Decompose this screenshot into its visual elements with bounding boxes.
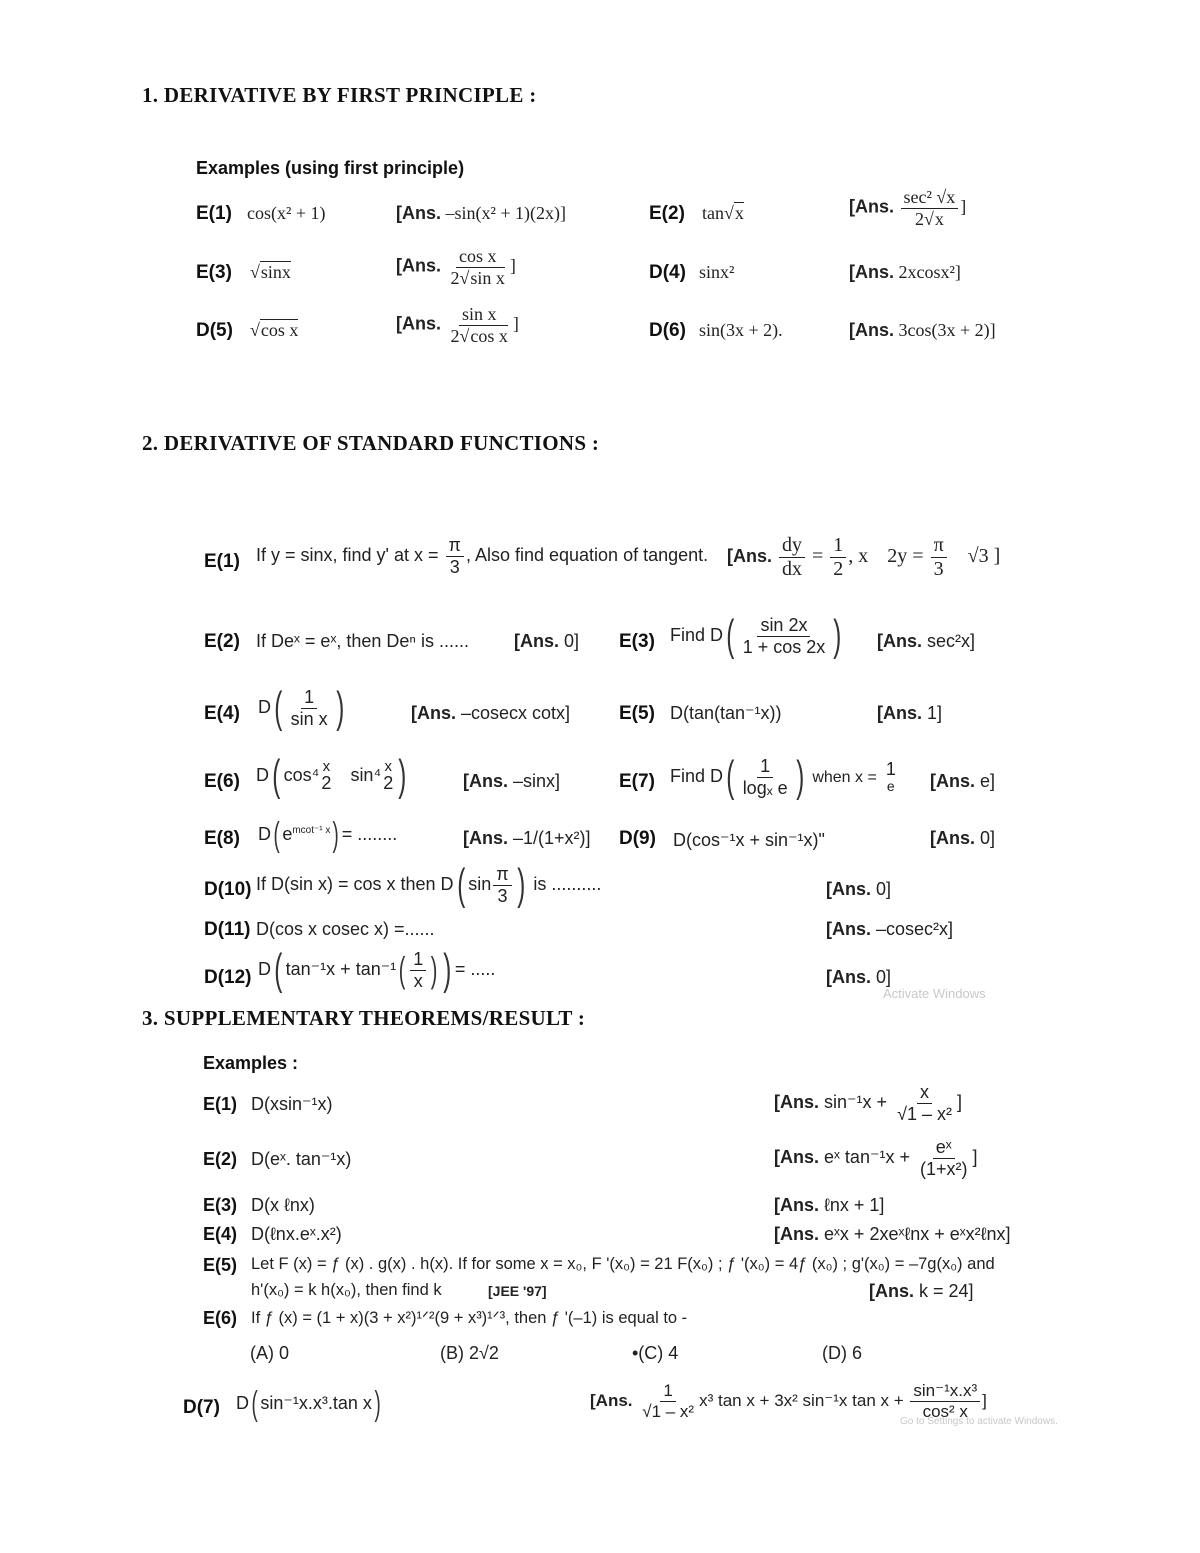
activate-windows-watermark: Activate Windows: [883, 986, 986, 1001]
s1-e1-answer: [396, 203, 566, 224]
ans-prefix: [Ans.: [869, 1281, 914, 1301]
ans-text: 0]: [564, 631, 580, 651]
s3-e5-answer: [869, 1281, 974, 1302]
s2-e5-question: D(tan(tan⁻¹x)): [670, 703, 782, 723]
s1-d6-question: sin(3x + 2).: [699, 320, 783, 340]
fraction: $\frac{\sin 2x}{1 + \cos 2x}$: [742, 614, 826, 657]
s1-e1-label: E(1): [196, 203, 232, 224]
ans-text: 2xcosx²]: [898, 262, 961, 282]
close: ]: [960, 196, 967, 217]
s1-d5-question: √cos x: [250, 320, 299, 340]
numerator: sin x: [459, 305, 500, 326]
s2-e1-answer: [727, 535, 1000, 580]
ans-prefix: [Ans.: [514, 631, 559, 651]
ans-text: 0]: [876, 879, 892, 899]
ans-fraction: [448, 305, 511, 346]
s2-d11-answer: [826, 919, 953, 940]
ans-lhs: 2y =: [887, 545, 924, 568]
s3-e5-line2: h'(x₀) = k h(x₀), then find k: [251, 1281, 442, 1299]
s1-e1-question: cos(x² + 1): [247, 203, 326, 223]
s3-d7-label: D(7): [183, 1397, 220, 1418]
s2-e6-question: D( cos⁴ x 2 sin⁴ x 2 ): [256, 751, 407, 800]
ans-prefix: [Ans.: [590, 1390, 633, 1410]
s2-e6-answer: [463, 771, 560, 792]
s3-e4-question: D(ℓnx.eˣ.x²): [251, 1224, 342, 1244]
ans-text: 3cos(3x + 2)]: [898, 320, 996, 340]
s2-e8-answer: [463, 828, 591, 849]
option-c: •(C) 4: [632, 1343, 679, 1363]
sin: sin: [468, 873, 492, 894]
close: ]: [512, 313, 519, 334]
s2-e4-answer: [411, 703, 570, 724]
s3-e1-label: E(1): [203, 1094, 238, 1114]
examples-title-3: Examples :: [203, 1053, 299, 1073]
s1-e3-label: E(3): [196, 262, 232, 283]
radicand: sinx: [260, 262, 291, 282]
fraction: $\frac{1}{\text{sin x}}$: [290, 686, 328, 729]
x-over-2-b: x 2: [383, 757, 394, 794]
expr: sin⁻¹x.x³.tan x: [260, 1392, 372, 1413]
d-op: D: [258, 823, 271, 844]
s3-d7-answer: [590, 1382, 987, 1421]
s3-e4-answer: [774, 1224, 1010, 1245]
one-half: $\frac{1}{2}$: [830, 535, 846, 580]
ans-prefix: [Ans.: [826, 879, 871, 899]
s3-e2-label: E(2): [203, 1149, 238, 1169]
ans-prefix: [Ans.: [774, 1092, 819, 1113]
s3-e1-answer: [774, 1083, 962, 1124]
fraction: $\frac{x}{\text{√1 – x²}}$: [897, 1082, 952, 1124]
s3-e4-label: E(4): [203, 1224, 238, 1244]
s2-d9-answer: [930, 828, 995, 849]
s3-e6-label: E(6): [203, 1308, 238, 1328]
x-over-2-a: x 2: [321, 757, 332, 794]
radicand: cos x: [260, 320, 299, 340]
s2-e1-question: [256, 536, 708, 577]
ans-prefix: [Ans.: [849, 196, 894, 217]
tail: = ........: [341, 823, 398, 844]
d-op: D: [710, 765, 724, 786]
ans-text: –cosecx cotx]: [461, 703, 571, 723]
s1-e2-answer: [849, 188, 966, 229]
s2-d12-answer: [826, 967, 891, 988]
s2-e3-question: Find D( $\frac{\sin 2x}{1 + \cos 2x}$ ): [670, 611, 842, 660]
s2-e7-question: Find D( $\frac{1}{\text{logₓ e}}$ ) when x = 1 e: [670, 752, 896, 801]
s2-e4-question: D( $\frac{1}{\text{sin x}}$ ): [258, 683, 345, 732]
s3-e3-question: D(x ℓnx): [251, 1195, 315, 1215]
one-over-x: $\frac{1}{x}$: [410, 950, 426, 991]
ans-text: sec²x]: [927, 631, 976, 651]
ans-tail: √3 ]: [967, 545, 1001, 568]
close: ]: [509, 255, 516, 276]
ans-prefix: [Ans.: [774, 1224, 819, 1244]
ans-text: –sinx]: [513, 771, 561, 791]
option-d: (D) 6: [822, 1343, 862, 1363]
ans-tail: x³ tan x + 3x² sin⁻¹x tan x +: [699, 1390, 904, 1410]
s3-e2-answer: [774, 1138, 978, 1179]
ans-prefix: [Ans.: [411, 703, 456, 723]
d-op: D: [256, 764, 269, 785]
pi-over-3-ans: $\frac{\pi}{3}$: [931, 535, 947, 580]
examples-title-1: Examples (using first principle): [196, 158, 465, 178]
section-1-heading: 1. DERIVATIVE BY FIRST PRINCIPLE :: [142, 83, 537, 107]
s2-e3-answer: [877, 631, 975, 652]
s2-e7-answer: [930, 771, 995, 792]
s3-e1-question: D(xsin⁻¹x): [251, 1094, 333, 1114]
s3-e2-question: D(eˣ. tan⁻¹x): [251, 1149, 352, 1169]
ans-text: –cosec²x]: [876, 919, 954, 939]
ans-prefix: [Ans.: [727, 546, 772, 567]
s3-e3-label: E(3): [203, 1195, 238, 1215]
s1-e2-question: tan√x: [702, 203, 744, 223]
ans-prefix: [Ans.: [774, 1147, 819, 1168]
find-text: Find: [670, 624, 706, 645]
s2-d11-question: D(cos x cosec x) =......: [256, 919, 435, 939]
s2-e8-label: E(8): [204, 828, 240, 849]
q-text-1: If D(sin x) = cos x then D: [256, 873, 454, 894]
s2-e4-label: E(4): [204, 703, 240, 724]
s1-d5-label: D(5): [196, 320, 233, 341]
ans-prefix: [Ans.: [396, 313, 441, 334]
s2-d12-question: D( tan⁻¹x + tan⁻¹( $\frac{1}{x}$ ) ) = .....: [258, 945, 496, 994]
sin4: sin⁴: [350, 764, 382, 785]
denominator: 2√cos x: [450, 325, 508, 346]
ans-prefix: [Ans.: [849, 262, 894, 282]
s2-e8-question: D( $e^{mcot^{-1} x}$) = ........: [258, 816, 398, 854]
option-a: (A) 0: [250, 1343, 290, 1363]
ans-text: 1]: [927, 703, 943, 723]
denominator: 2√sin x: [450, 267, 505, 288]
s2-d10-question: If D(sin x) = cos x then D( sin $\frac{\pi}{3}$ ) is ..........: [256, 860, 602, 909]
s2-e6-label: E(6): [204, 771, 240, 792]
ans-text: –sin(x² + 1)(2x)]: [445, 203, 567, 223]
fraction: $\frac{1}{\text{logₓ e}}$: [742, 755, 788, 798]
q-text-1: If y = sinx, find y' at x =: [256, 545, 439, 566]
radicand: x: [734, 203, 744, 223]
s3-e6-question: If ƒ (x) = (1 + x)(3 + x²)¹ᐟ²(9 + x³)¹ᐟ³, then ƒ '(–1) is equal to -: [251, 1309, 688, 1327]
exp-base: e: [282, 823, 293, 844]
pi-over-3: $\frac{\pi}{3}$: [493, 865, 511, 906]
ans-mid: , x: [848, 545, 869, 568]
ans-pre: sin⁻¹x +: [824, 1092, 888, 1113]
section-3-heading: 3. SUPPLEMENTARY THEOREMS/RESULT :: [142, 1006, 586, 1030]
activate-windows-settings-watermark: Go to Settings to activate Windows.: [900, 1416, 1058, 1427]
q-text-2: is ..........: [533, 873, 602, 894]
ans-prefix: [Ans.: [849, 320, 894, 340]
ans-fraction: [448, 247, 508, 288]
s1-e3-answer: [396, 247, 516, 288]
fraction: $\frac{\text{eˣ}}{\text{(1+x²)}}$: [919, 1137, 968, 1179]
when-text: when x =: [812, 768, 877, 786]
ans-prefix: [Ans.: [396, 255, 441, 276]
numerator: cos x: [456, 247, 500, 268]
s2-e7-label: E(7): [619, 771, 655, 792]
s1-d4-answer: [849, 262, 961, 283]
ans-prefix: [Ans.: [826, 967, 871, 987]
s2-e2-answer: [514, 631, 579, 652]
s1-d4-label: D(4): [649, 262, 686, 283]
expr: tan⁻¹x + tan⁻¹: [285, 958, 397, 979]
tail: = .....: [454, 958, 496, 979]
ans-prefix: [Ans.: [463, 771, 508, 791]
s2-e5-answer: [877, 703, 942, 724]
s2-d11-label: D(11): [204, 919, 251, 940]
s3-e3-answer: [774, 1195, 884, 1216]
s3-e5-line1: Let F (x) = ƒ (x) . g(x) . h(x). If for some x = x₀, F '(x₀) = 21 F(x₀) ; ƒ '(x₀) = 4ƒ (x₀) ; g'(x₀) = –7g(x₀) and: [251, 1255, 995, 1273]
dy-dx: $\frac{dy}{dx}$: [779, 535, 805, 580]
one-over-e: 1 e: [885, 759, 896, 795]
s2-e1-label: E(1): [204, 551, 240, 572]
d-op: D: [258, 958, 271, 979]
fn: tan: [702, 203, 724, 223]
ans-prefix: [Ans.: [930, 828, 975, 848]
ans-fraction: [901, 188, 959, 229]
ans-text: ℓnx + 1]: [824, 1195, 885, 1215]
d-op: D: [258, 696, 271, 717]
ans-pre: eˣ tan⁻¹x +: [824, 1147, 910, 1168]
s2-d10-answer: [826, 879, 891, 900]
ans-prefix: [Ans.: [463, 828, 508, 848]
s3-e5-tag: [JEE '97]: [488, 1283, 547, 1299]
s3-e5-label: E(5): [203, 1255, 238, 1275]
ans-prefix: [Ans.: [877, 703, 922, 723]
q-text-2: , Also find equation of tangent.: [465, 545, 709, 566]
s1-d6-answer: [849, 320, 996, 341]
cos4: cos⁴: [283, 764, 320, 785]
s2-d12-label: D(12): [204, 967, 252, 988]
close: ]: [972, 1147, 978, 1168]
ans-text: k = 24]: [919, 1281, 974, 1301]
numerator: sec² √x: [901, 188, 959, 209]
s1-d4-question: sinx²: [699, 262, 735, 282]
s1-d6-label: D(6): [649, 320, 686, 341]
s2-d9-question: D(cos⁻¹x + sin⁻¹x)": [673, 830, 825, 850]
s2-d9-label: D(9): [619, 828, 656, 849]
s1-e3-question: √sinx: [250, 262, 291, 282]
ans-prefix: [Ans.: [930, 771, 975, 791]
pi-over-3: $\frac{\pi}{3}$: [446, 536, 464, 577]
close: ]: [982, 1390, 987, 1410]
d-op: D: [710, 624, 724, 645]
option-b: (B) 2√2: [440, 1343, 499, 1363]
ans-prefix: [Ans.: [877, 631, 922, 651]
ans-prefix: [Ans.: [826, 919, 871, 939]
d-op: D: [236, 1392, 249, 1413]
ans-text: eˣx + 2xeˣℓnx + eˣx²ℓnx]: [824, 1224, 1011, 1244]
fraction-1: $\frac{1}{\text{√1 – x²}}$: [642, 1381, 695, 1421]
exp-power: mcot⁻¹ x: [292, 824, 331, 836]
ans-text: –1/(1+x²)]: [513, 828, 591, 848]
s2-d10-label: D(10): [204, 879, 252, 900]
ans-prefix: [Ans.: [396, 203, 441, 223]
ans-prefix: [Ans.: [774, 1195, 819, 1215]
ans-text: 0]: [980, 828, 996, 848]
s2-e5-label: E(5): [619, 703, 655, 724]
find-text: Find: [670, 765, 706, 786]
s2-e2-label: E(2): [204, 631, 240, 652]
close: ]: [956, 1092, 962, 1113]
section-2-heading: 2. DERIVATIVE OF STANDARD FUNCTIONS :: [142, 431, 600, 455]
equals: =: [812, 545, 824, 568]
ans-text: e]: [980, 771, 996, 791]
fraction-2: $\frac{\text{sin⁻¹x.x³}}{\text{cos² x}}$: [910, 1382, 980, 1421]
ans-text: 0]: [876, 967, 892, 987]
s1-e2-label: E(2): [649, 203, 685, 224]
s3-d7-question: D( sin⁻¹x.x³.tan x): [236, 1385, 381, 1423]
s2-e3-label: E(3): [619, 631, 655, 652]
s1-d5-answer: [396, 305, 519, 346]
denominator: 2√x: [914, 208, 944, 229]
s2-e2-question: If Deˣ = eˣ, then Deⁿ is ......: [256, 631, 469, 651]
